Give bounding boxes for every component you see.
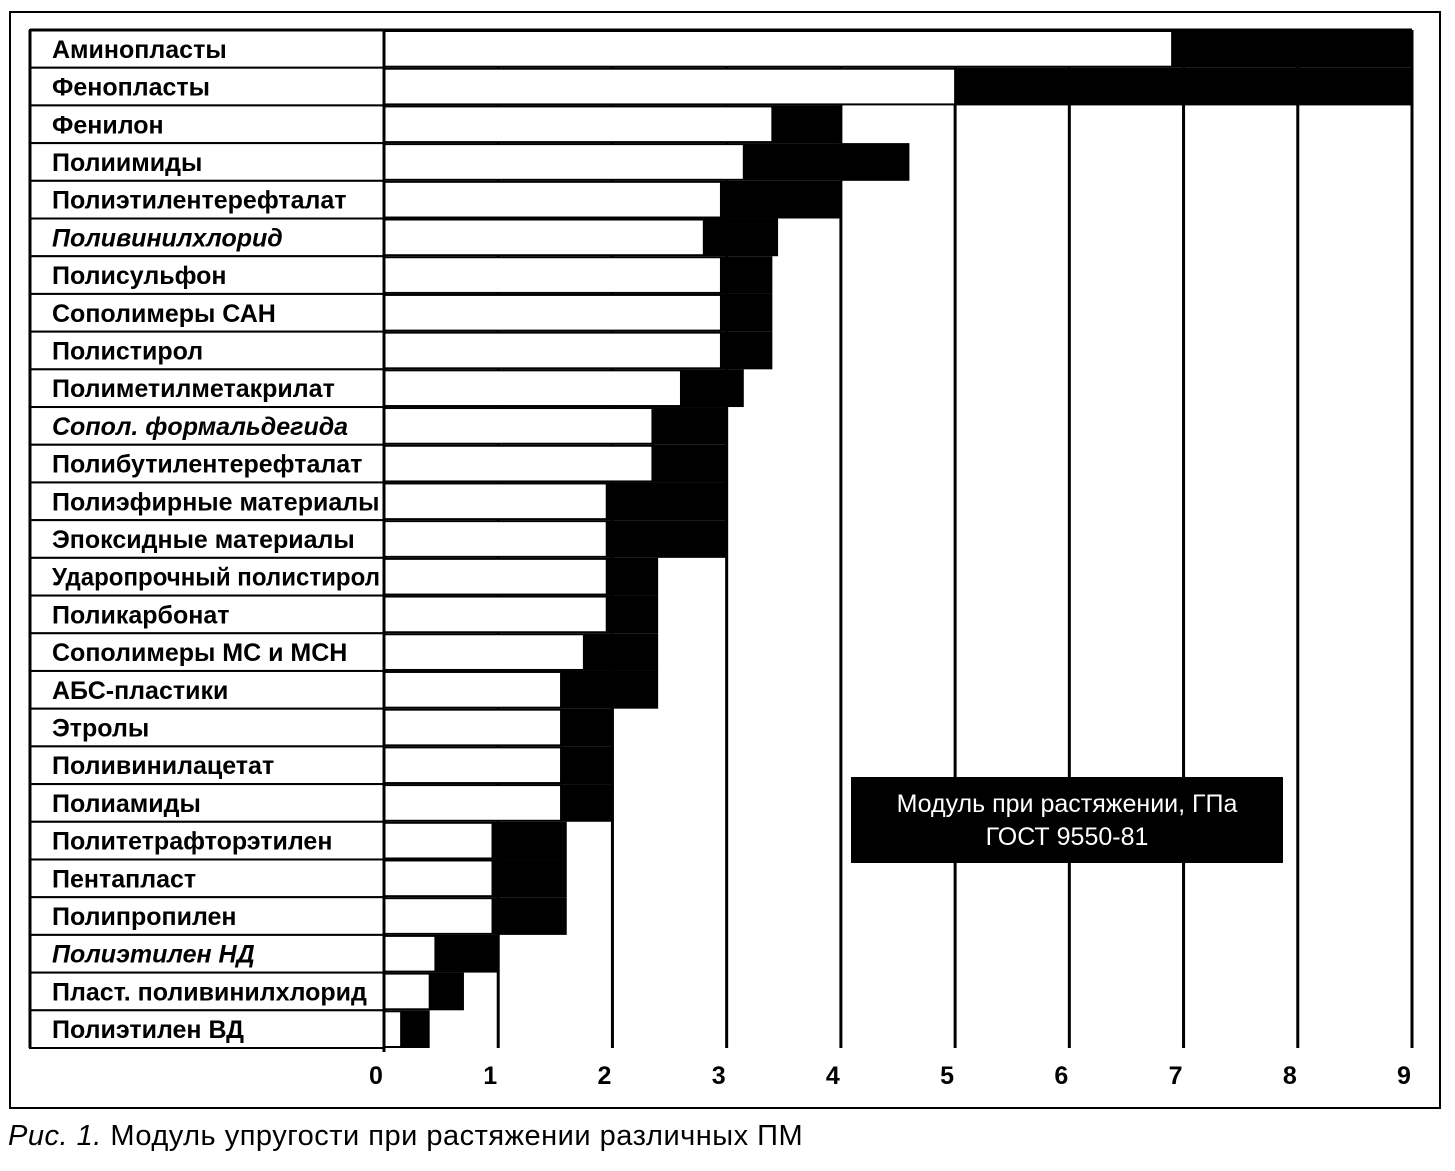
x-tick-label: 3	[711, 1062, 726, 1090]
range-bar	[430, 973, 464, 1011]
row-label: АБС-пластики	[52, 676, 229, 705]
row-lower-strip	[384, 220, 704, 256]
row-label: Поливинилацетат	[52, 752, 275, 781]
row-label: Поливинилхлорид	[52, 224, 283, 253]
range-bar	[721, 181, 841, 219]
range-bar	[721, 294, 772, 332]
row-lower-strip	[384, 446, 652, 482]
range-bar	[607, 596, 658, 634]
row-lower-strip	[384, 370, 681, 406]
row-label: Поликарбонат	[52, 601, 230, 630]
row-lower-strip	[384, 898, 493, 934]
row-lower-strip	[384, 597, 607, 633]
row-lower-strip	[384, 710, 561, 746]
row-lower-strip	[384, 747, 561, 783]
caption-prefix: Рис. 1.	[8, 1120, 102, 1152]
range-bar	[493, 822, 567, 860]
row-lower-strip	[384, 634, 584, 670]
ticks-layer	[369, 1062, 1411, 1090]
row-lower-strip	[384, 333, 721, 369]
legend-line-1: Модуль при растяжении, ГПа	[896, 790, 1238, 818]
row-lower-strip	[384, 31, 1172, 67]
row-label: Полиметилметакрилат	[52, 375, 335, 404]
x-tick-label: 4	[825, 1062, 840, 1090]
range-bar	[681, 369, 744, 407]
row-lower-strip	[384, 559, 607, 595]
row-label: Политетрафторэтилен	[52, 827, 333, 856]
row-label: Полибутилентерефталат	[52, 450, 363, 479]
row-label: Фенилон	[52, 111, 164, 140]
legend-line-2: ГОСТ 9550-81	[985, 823, 1149, 851]
row-label: Полиимиды	[52, 148, 203, 177]
range-bar	[721, 256, 772, 294]
x-tick-label: 2	[597, 1062, 612, 1090]
row-lower-strip	[384, 144, 744, 180]
range-bar	[435, 935, 498, 973]
range-bar	[744, 143, 910, 181]
range-bar	[955, 68, 1412, 106]
row-label: Пласт. поливинилхлорид	[52, 978, 367, 1007]
row-label: Полиэтилен НД	[52, 940, 255, 969]
range-bar	[584, 633, 658, 671]
row-label: Полистирол	[52, 337, 204, 366]
rows-layer	[30, 30, 1172, 1048]
row-lower-strip	[384, 785, 561, 821]
range-bar	[607, 482, 727, 520]
x-tick-label: 5	[940, 1062, 955, 1090]
row-lower-strip	[384, 936, 435, 972]
range-bar	[561, 746, 612, 784]
range-bar	[493, 859, 567, 897]
row-label: Полипропилен	[52, 903, 237, 932]
row-label: Аминопласты	[52, 35, 227, 64]
row-lower-strip	[384, 106, 772, 142]
row-lower-strip	[384, 408, 652, 444]
range-bar	[607, 558, 658, 596]
range-bar	[1172, 30, 1412, 68]
row-lower-strip	[384, 1011, 401, 1047]
row-label: Пентапласт	[52, 865, 197, 894]
caption-text: Модуль упругости при растяжении различных ПМ	[110, 1120, 804, 1152]
range-bar	[721, 332, 772, 370]
row-label: Полиэтилентерефталат	[52, 186, 347, 215]
x-tick-label: 9	[1397, 1062, 1411, 1090]
range-bar	[493, 897, 567, 935]
row-lower-strip	[384, 860, 493, 896]
range-bar	[652, 445, 726, 483]
range-bar	[561, 671, 658, 709]
x-tick-label: 6	[1054, 1062, 1069, 1090]
x-tick-label: 7	[1168, 1062, 1183, 1090]
row-label: Ударопрочный полистирол	[52, 563, 380, 592]
row-label: Полисульфон	[52, 262, 227, 291]
range-bar	[704, 219, 778, 257]
row-lower-strip	[384, 974, 430, 1010]
range-bar	[607, 520, 727, 558]
row-label: Этролы	[52, 714, 150, 743]
row-label: Полиамиды	[52, 789, 201, 818]
range-bar	[772, 105, 841, 143]
row-label: Полиэтилен ВД	[52, 1016, 244, 1045]
row-lower-strip	[384, 257, 721, 293]
row-label: Сополимеры МС и МСН	[52, 639, 348, 668]
range-bar	[401, 1010, 430, 1048]
x-tick-label: 1	[483, 1062, 498, 1090]
range-bar	[561, 709, 612, 747]
row-label: Фенопласты	[52, 73, 210, 102]
figure-caption	[8, 1120, 803, 1153]
row-label: Сопол. формальдегида	[52, 412, 349, 441]
row-lower-strip	[384, 483, 607, 519]
range-bar	[561, 784, 612, 822]
legend-box	[851, 777, 1283, 863]
row-lower-strip	[384, 295, 721, 331]
row-lower-strip	[384, 182, 721, 218]
row-lower-strip	[384, 823, 493, 859]
x-tick-label: 8	[1282, 1062, 1297, 1090]
row-label: Полиэфирные материалы	[52, 488, 380, 517]
range-bar	[652, 407, 726, 445]
row-label: Сополимеры САН	[52, 299, 276, 328]
row-lower-strip	[384, 521, 607, 557]
row-label: Эпоксидные материалы	[52, 526, 355, 554]
row-lower-strip	[384, 672, 561, 708]
x-tick-label: 0	[369, 1062, 383, 1090]
row-lower-strip	[384, 69, 955, 105]
